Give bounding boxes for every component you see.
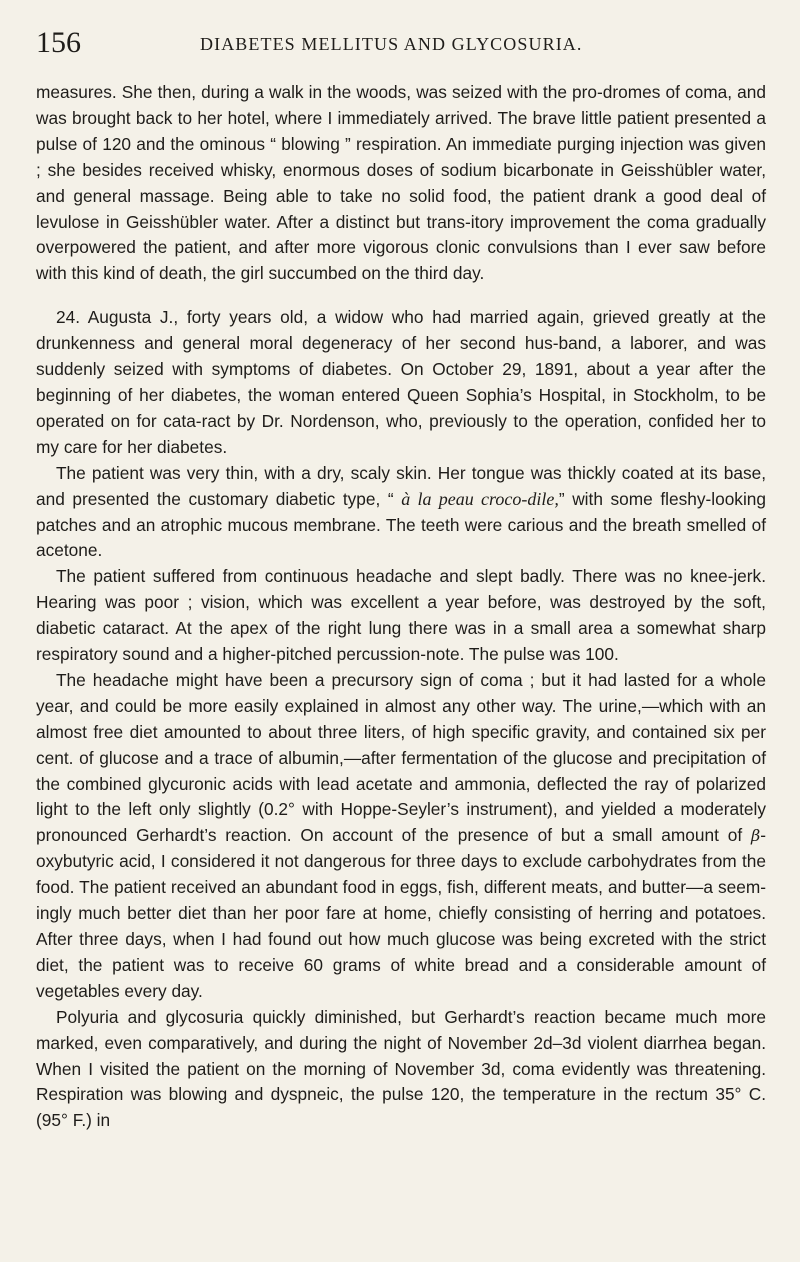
paragraph-urine-analysis xyxy=(36,668,766,1005)
body-text xyxy=(36,80,766,1134)
greek-beta: β xyxy=(750,826,761,846)
paragraph-case-24: 24. Augusta J., forty years old, a widow who had married again, grieved greatly at the drunkenness and general moral degeneracy of her second hus-band, a laborer, and was suddenly seized with symptoms of diabetes. On October 29, 1891, about a year after the beginning of her diabetes, the woman entered Queen Sophia’s Hospital, in Stockholm, to be operated on for cata-ract by Dr. Nordenson, who, previously to the operation, confided her to my care for her diabetes. xyxy=(36,307,766,457)
running-title: DIABETES MELLITUS AND GLYCOSURIA. xyxy=(200,34,583,54)
italic-phrase: à la peau croco-dile, xyxy=(401,488,559,509)
paragraph-symptoms: The patient suffered from continuous headache and slept badly. There was no knee-jerk. Hearing was poor ; vision, which was excellent a year before, was destroyed by the soft, diabetic cataract. At the apex of the right lung there was in a small area a somewhat sharp respiratory sound and a higher-pitched percussion-note. The pulse was 100. xyxy=(36,566,766,665)
text-run: ” with some fleshy-looking patches and an atrophic mucous membrane. The teeth were carious and the breath smelled of acetone. xyxy=(36,488,767,561)
page-number: 156 xyxy=(36,26,81,59)
paragraph-continuation: measures. She then, during a walk in the woods, was seized with the pro-dromes of coma, and was brought back to her hotel, where I immediately arrived. The brave little patient presented a pulse of 120 and the ominous “ blowing ” respiration. An immediate purging injection was given ; she besides received whisky, enormous doses of sodium bicarbonate in Geisshübler water, and general massage. Being able to take no solid food, the patient drank a good deal of levulose in Geisshübler water. After a distinct but trans-itory improvement the coma gradually overpowered the patient, and after more vigorous clonic convulsions than I ever saw before with this kind of death, the girl succumbed on the third day. xyxy=(36,82,766,284)
text-run: -oxybutyric acid, I considered it not dangerous for three days to exclude carbohydrates from the food. The patient received an abundant food in eggs, fish, different meats, and butter—a seem-ingly much better diet than her poor fare at home, chiefly consisting of herring and potatoes. After three days, when I had found out how much glucose was being excreted with the strict diet, the patient was to receive 60 grams of white bread and a considerable amount of vegetables every day. xyxy=(36,825,766,1001)
paragraph-course: Polyuria and glycosuria quickly diminished, but Gerhardt’s reaction became much more marked, even comparatively, and during the night of November 2d–3d violent diarrhea began. When I visited the patient on the morning of November 3d, coma evidently was threatening. Respiration was blowing and dyspneic, the pulse 120, the temperature in the rectum 35° C. (95° F.) in xyxy=(36,1006,766,1131)
running-head xyxy=(36,22,766,62)
paragraph-patient-exam xyxy=(36,461,766,565)
text-run: The patient was very thin, with a dry, scaly skin. Her tongue was thickly coated at its base, and presented the customary diabetic type, “ xyxy=(36,462,766,509)
text-run: The headache might have been a precursory sign of coma ; but it had lasted for a whole year, and could be more easily explained in almost any other way. The urine,—which with an almost free diet amounted to about three liters, of high specific gravity, and contained six per cent. of glucose and a trace of albumin,—after fermentation of the glucose and precipitation of the combined glycuronic acids with lead acetate and ammonia, deflected the ray of polarized light to the left only slightly (0.2° with Hoppe-Seyler’s instrument), and yielded a moderately pronounced Gerhardt’s reaction. On account of the presence of but a small amount of xyxy=(36,669,766,846)
